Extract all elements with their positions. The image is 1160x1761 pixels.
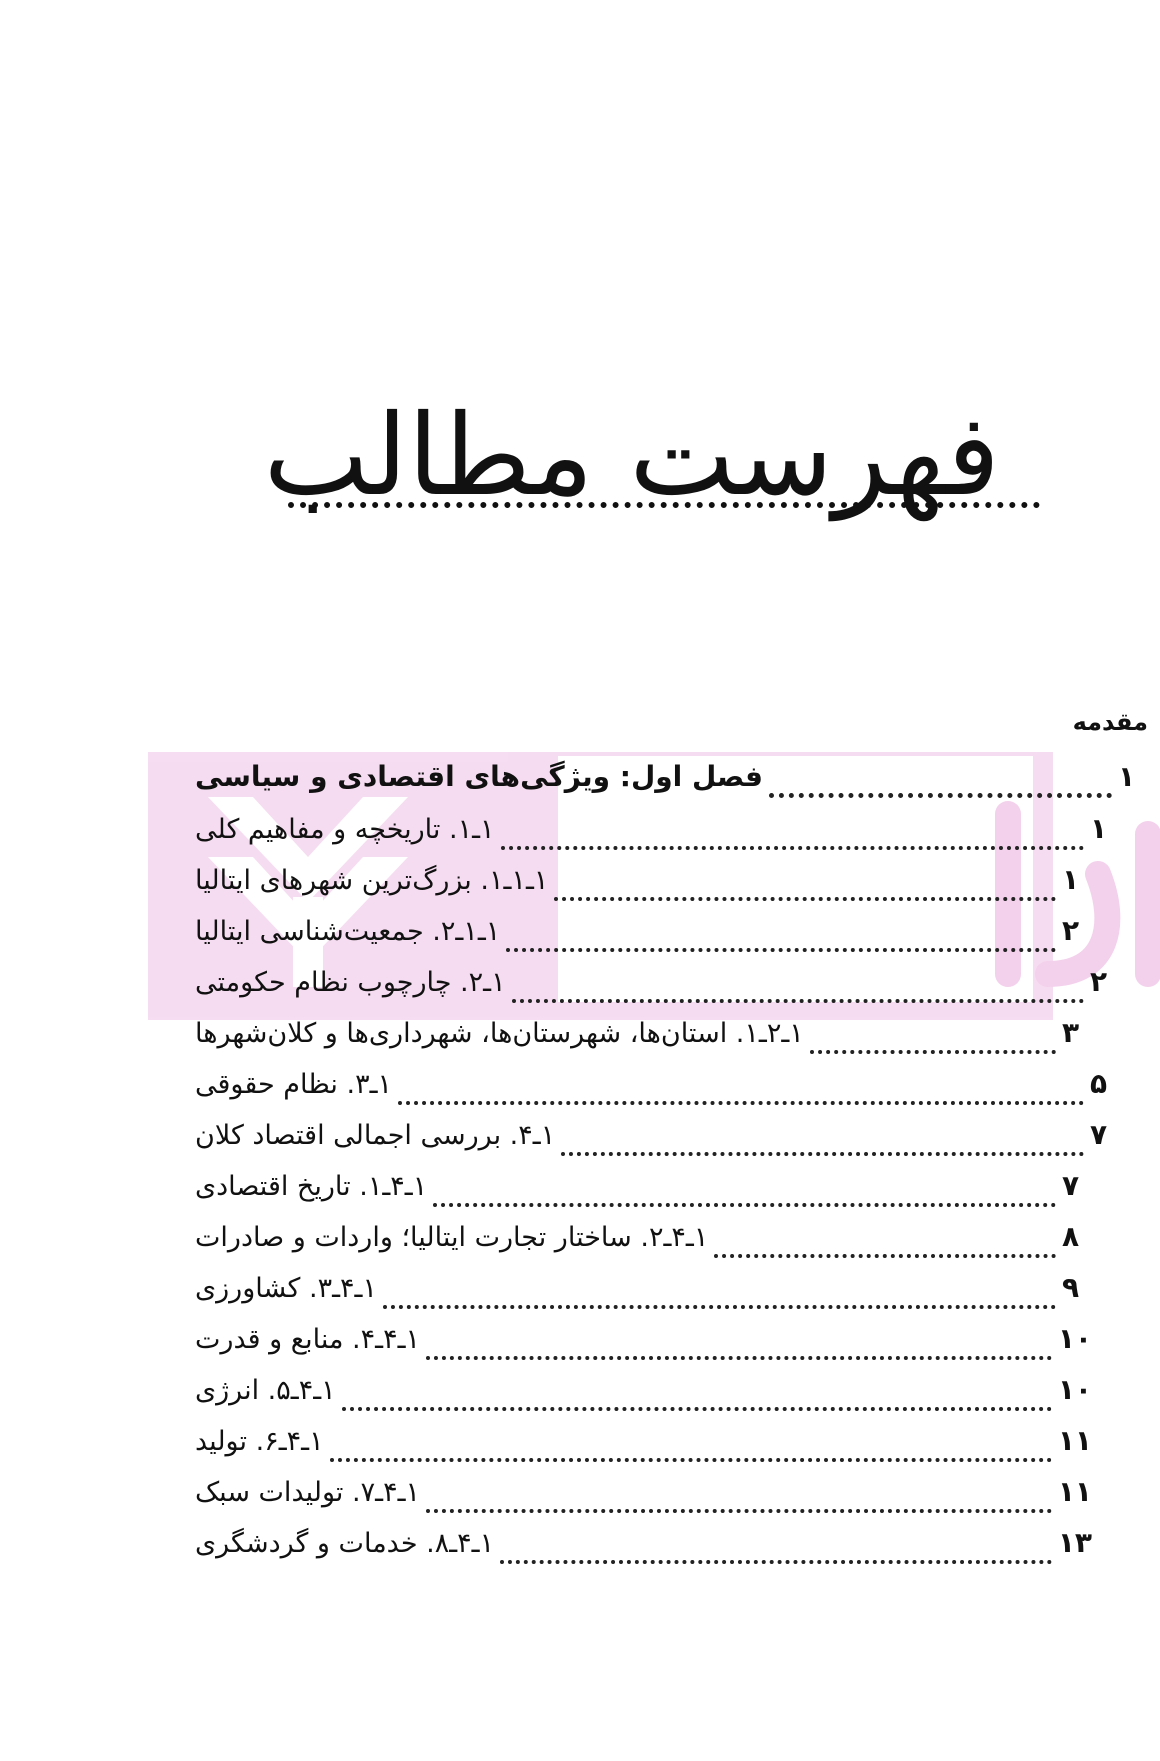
toc-item[interactable] — [195, 812, 1120, 856]
toc-chapter-1[interactable] — [195, 760, 1148, 804]
toc-intro: مقدمه — [1072, 708, 1148, 736]
toc-entry-label: ۱ـ۴ـ۲. ساختار تجارت ایتالیا؛ واردات و صادرات — [195, 1222, 709, 1253]
toc-item[interactable] — [195, 1271, 1092, 1315]
dot-leader — [561, 1152, 1084, 1156]
dot-leader — [554, 897, 1056, 901]
toc-entry-label: ۱ـ۴ـ۳. کشاورزی — [195, 1273, 377, 1304]
page-title: فهرست مطالب — [263, 391, 1000, 521]
toc-item[interactable] — [195, 1424, 1092, 1468]
dot-leader — [810, 1050, 1056, 1054]
dot-leader — [342, 1407, 1052, 1411]
dot-leader — [426, 1356, 1052, 1360]
toc-page-number: ۱۱ — [1057, 1475, 1092, 1508]
toc-item[interactable] — [195, 1220, 1092, 1264]
toc-page-number: ۱۱ — [1057, 1424, 1092, 1457]
toc-item[interactable] — [195, 1526, 1092, 1570]
dot-leader — [433, 1203, 1056, 1207]
toc-page-number: ۱۰ — [1057, 1322, 1092, 1355]
toc-page-number: ۳ — [1062, 1016, 1080, 1049]
toc-page-number: ۱۰ — [1057, 1373, 1092, 1406]
toc-entry-label: ۱ـ۴ـ۴. منابع و قدرت — [195, 1324, 421, 1355]
toc-page-number: ۹ — [1062, 1271, 1080, 1304]
toc-item[interactable] — [195, 965, 1120, 1009]
toc-page-number: ۲ — [1062, 914, 1080, 947]
dot-leader — [506, 948, 1056, 952]
toc-entry-label: ۱ـ۴ـ۵. انرژی — [195, 1375, 336, 1406]
dot-leader — [426, 1509, 1052, 1513]
toc-entry-label: ۱ـ۴ـ۸. خدمات و گردشگری — [195, 1528, 495, 1559]
toc-item[interactable] — [195, 1373, 1092, 1417]
toc-page-number: ۷ — [1090, 1118, 1108, 1151]
toc-item[interactable] — [195, 1118, 1120, 1162]
toc-entry-label: ۱ـ۳. نظام حقوقی — [195, 1069, 393, 1100]
toc-entry-label: ۱ـ۴ـ۱. تاریخ اقتصادی — [195, 1171, 428, 1202]
dot-leader — [330, 1458, 1052, 1462]
toc-entry-label: ۱ـ۱. تاریخچه و مفاهیم کلی — [195, 814, 495, 845]
toc-entry-label: ۱ـ۱ـ۲. جمعیت‌شناسی ایتالیا — [195, 916, 501, 947]
dot-leader — [769, 793, 1112, 798]
toc-item[interactable] — [195, 1067, 1120, 1111]
toc-entry-label: ۱ـ۴. بررسی اجمالی اقتصاد کلان — [195, 1120, 556, 1151]
toc-entry-label: ۱ـ۴ـ۷. تولیدات سبک — [195, 1477, 421, 1508]
dot-leader — [501, 846, 1084, 850]
toc-page-number: ۲ — [1090, 965, 1108, 998]
toc-page-number: ۸ — [1062, 1220, 1080, 1253]
dot-leader — [714, 1254, 1056, 1258]
toc-item[interactable] — [195, 863, 1092, 907]
toc-page-number: ۱ — [1062, 863, 1080, 896]
toc-item[interactable] — [195, 1322, 1092, 1366]
toc-page-number: ۵ — [1090, 1067, 1108, 1100]
dot-leader — [500, 1560, 1052, 1564]
toc-page-number: ۷ — [1062, 1169, 1080, 1202]
toc-item[interactable] — [195, 914, 1092, 958]
toc-entry-label: ۱ـ۱ـ۱. بزرگ‌ترین شهرهای ایتالیا — [195, 865, 549, 896]
dot-leader — [383, 1305, 1056, 1309]
toc-item[interactable] — [195, 1475, 1092, 1519]
toc-entry-label: فصل اول: ویژگی‌های اقتصادی و سیاسی — [195, 760, 763, 793]
toc-page-number: ۱ — [1090, 812, 1108, 845]
toc-entry-label: ۱ـ۲ـ۱. استان‌ها، شهرستان‌ها، شهرداری‌ها و کلان‌شهرها — [195, 1018, 804, 1049]
toc-page-number: ۱۳ — [1057, 1526, 1092, 1559]
toc-entry-label: ۱ـ۲. چارچوب نظام حکومتی — [195, 967, 506, 998]
dot-leader — [512, 999, 1084, 1003]
toc-item[interactable] — [195, 1016, 1092, 1060]
dot-leader — [398, 1101, 1084, 1105]
toc-entry-label: ۱ـ۴ـ۶. تولید — [195, 1426, 324, 1457]
toc-item[interactable] — [195, 1169, 1092, 1213]
toc-page-number: ۱ — [1118, 760, 1136, 793]
